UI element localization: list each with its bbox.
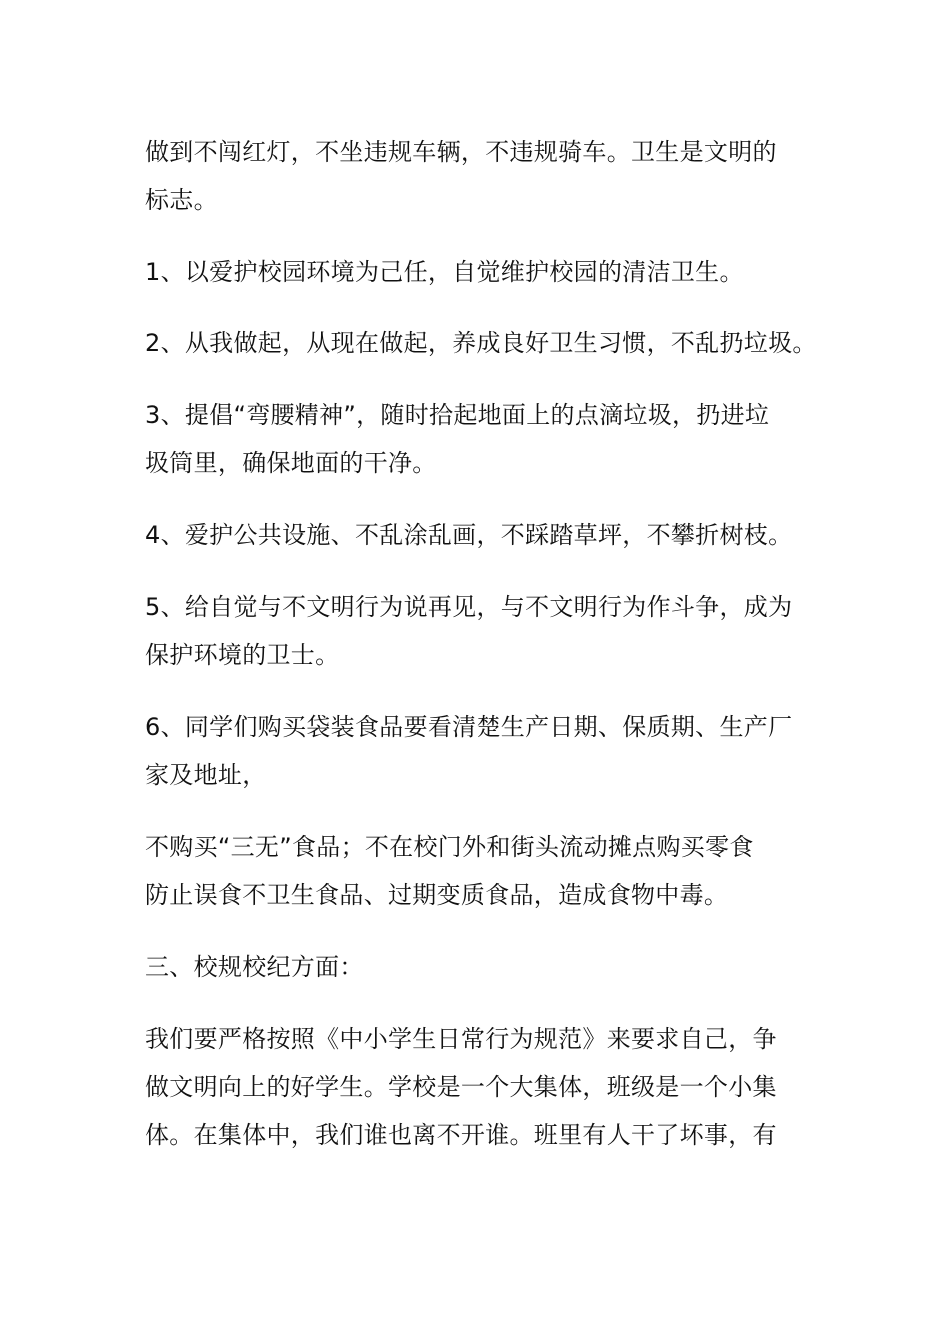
list-item: 6、同学们购买袋装食品要看清楚生产日期、保质期、生产厂 <box>145 713 793 741</box>
text-line: 做文明向上的好学生。学校是一个大集体，班级是一个小集 <box>145 1073 777 1101</box>
section-heading: 三、校规校纪方面： <box>145 953 364 981</box>
text-line: 保护环境的卫士。 <box>145 641 340 669</box>
text-line: 做到不闯红灯，不坐违规车辆，不违规骑车。卫生是文明的 <box>145 138 777 166</box>
text-line: 标志。 <box>145 186 218 214</box>
list-item: 5、给自觉与不文明行为说再见，与不文明行为作斗争，成为 <box>145 593 793 621</box>
list-item: 4、爱护公共设施、不乱涂乱画，不踩踏草坪，不攀折树枝。 <box>145 521 793 549</box>
text-line: 不购买“三无”食品；不在校门外和街头流动摊点购买零食 <box>145 833 754 861</box>
list-item: 2、从我做起，从现在做起，养成良好卫生习惯，不乱扔垃圾。 <box>145 329 817 357</box>
text-line: 圾筒里，确保地面的干净。 <box>145 449 437 477</box>
text-line: 体。在集体中，我们谁也离不开谁。班里有人干了坏事，有 <box>145 1121 777 1149</box>
text-line: 我们要严格按照《中小学生日常行为规范》来要求自己，争 <box>145 1025 777 1053</box>
list-item: 1、以爱护校园环境为己任，自觉维护校园的清洁卫生。 <box>145 258 744 286</box>
text-line: 防止误食不卫生食品、过期变质食品，造成食物中毒。 <box>145 881 729 909</box>
list-item: 3、提倡“弯腰精神”，随时拾起地面上的点滴垃圾，扔进垃 <box>145 401 770 429</box>
text-line: 家及地址， <box>145 761 267 789</box>
